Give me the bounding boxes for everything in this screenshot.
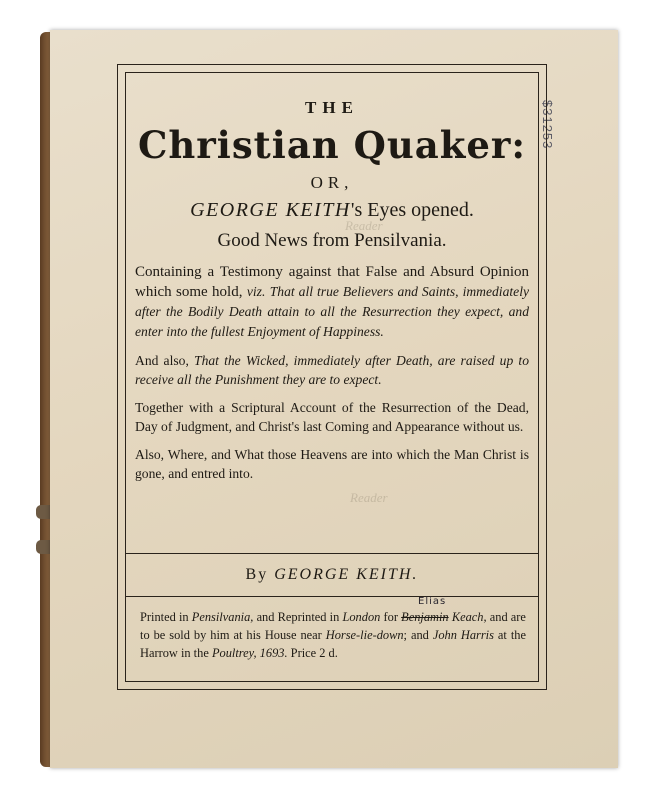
news-line (135, 228, 529, 254)
imprint-name: Keach, (451, 610, 487, 624)
subtitle-line (135, 196, 529, 224)
imprint-year: 1693. (259, 646, 288, 660)
subtitle-rest: 's Eyes opened. (350, 199, 474, 221)
handwritten-correction: Elias (418, 596, 447, 607)
book-title: Christian Quaker: (137, 123, 527, 167)
rule-above-byline (125, 553, 539, 554)
imprint-text: ; and (403, 628, 429, 642)
show-through-text: Reader (350, 490, 388, 505)
rule-below-byline (125, 596, 539, 597)
imprint-place: Pensilvania, (191, 610, 254, 624)
p1-viz: viz. (246, 284, 266, 299)
imprint-text: and are to be sold by him at his House near (140, 610, 526, 642)
imprint-text: and Reprinted in (256, 610, 340, 624)
imprint-place: Poultrey, (211, 646, 257, 660)
paragraph-1 (135, 262, 529, 342)
title-block (135, 98, 529, 483)
p1-lead: Containing a Testimony against that False and Absurd Opinion which some hold, (135, 264, 529, 300)
byline-author: GEORGE KEITH. (274, 566, 419, 583)
imprint (140, 608, 526, 662)
imprint-place: London (342, 610, 381, 624)
p2-italic: That the Wicked, immediately after Death, are raised up to receive all the Punishment they are to expect. (135, 353, 529, 387)
or-line: OR, (310, 173, 354, 192)
paragraph-2 (135, 352, 529, 389)
imprint-place: Horse-lie-down (325, 628, 404, 642)
paragraph-4: Also, Where, and What those Heavens are into which the Man Christ is gone, and entred into. (135, 447, 529, 481)
the-heading: THE (305, 98, 359, 117)
byline (135, 565, 529, 585)
imprint-text: at the Harrow in the (140, 628, 526, 660)
byline-by: By (245, 566, 269, 583)
imprint-text: Printed in (140, 610, 189, 624)
subtitle-name: GEORGE KEITH (190, 199, 351, 221)
p1-italic: That all true Believers and Saints, immediately after the Bodily Death attain to all the Resurrection they expect, and enter into the fullest Enjoyment of Happiness. (135, 284, 530, 339)
imprint-price: Price 2 d. (290, 646, 338, 660)
byline-block (135, 565, 529, 585)
p2-lead: And also, (135, 353, 189, 368)
paragraph-3: Together with a Scriptural Account of the Resurrection of the Dead, Day of Judgment, and Christ's last Coming and Appearance without us. (135, 400, 529, 434)
imprint-name: John Harris (432, 628, 494, 642)
struck-name: Benjamin (401, 610, 449, 624)
show-through-text: Reader (345, 218, 383, 233)
news-text: Good News from Pensilvania. (217, 230, 447, 251)
imprint-text: for (383, 610, 398, 624)
pencil-note: $31253 (540, 100, 555, 150)
